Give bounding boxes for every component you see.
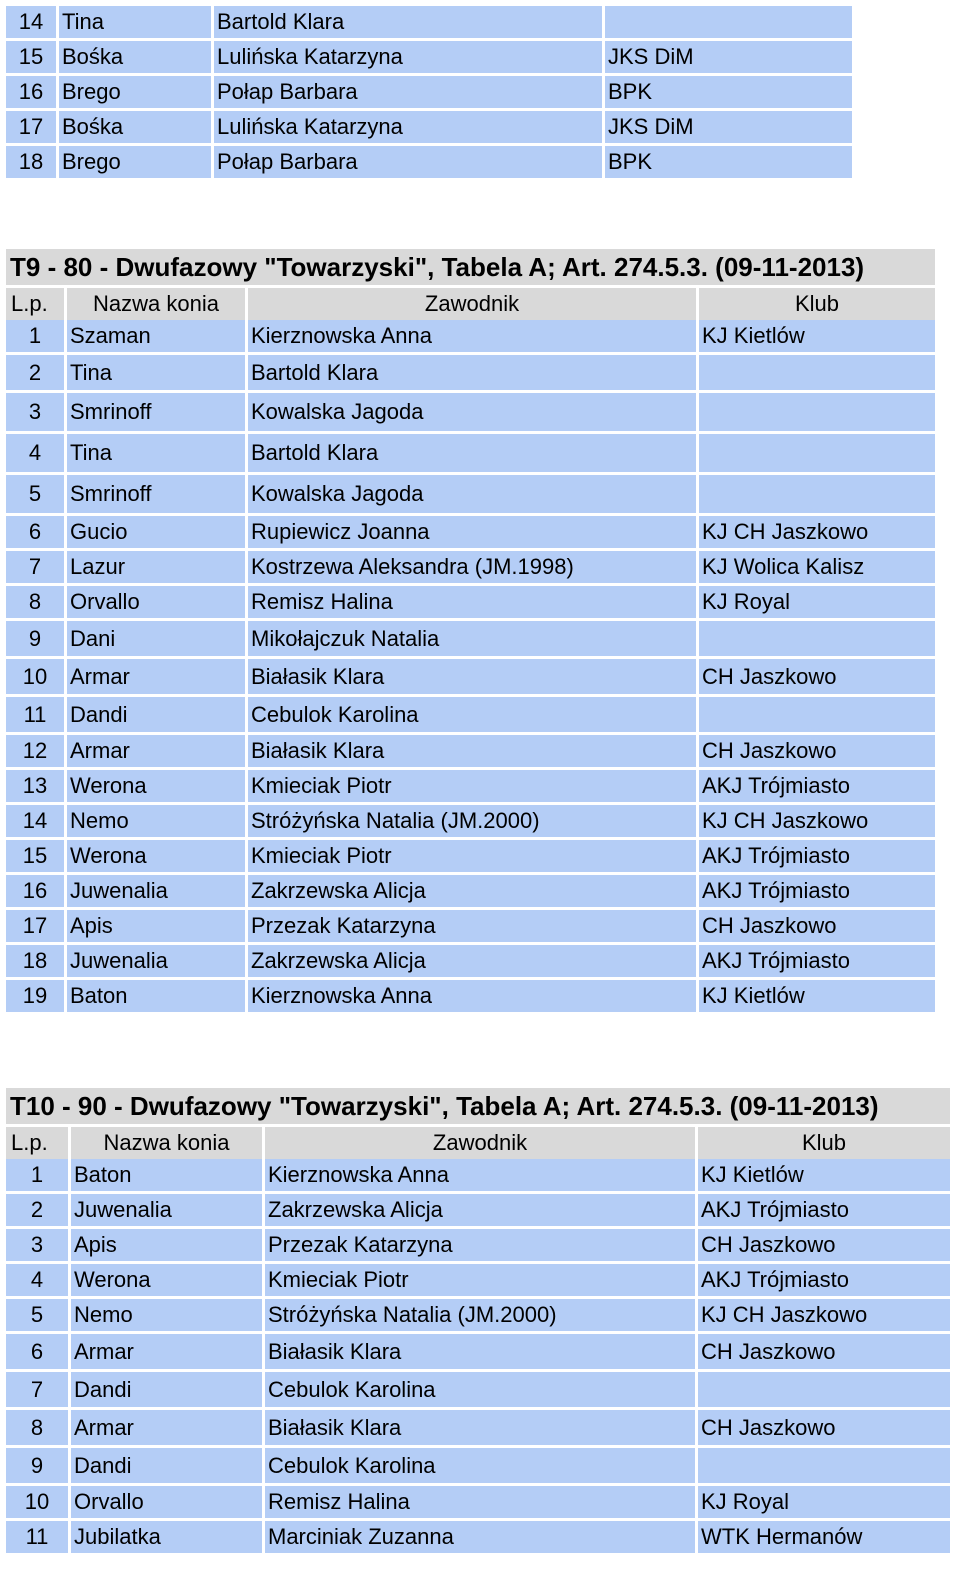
row-number-cell: 7 [6, 551, 64, 583]
table-row [6, 1486, 950, 1518]
horse-name-cell: Bośka [59, 111, 211, 143]
table-row [6, 875, 935, 907]
horse-name-cell: Dandi [67, 697, 245, 732]
row-number-cell: 11 [6, 1521, 68, 1553]
table-row [6, 1299, 950, 1331]
rider-name-cell: Białasik Klara [265, 1334, 695, 1369]
horse-name-cell: Werona [71, 1264, 262, 1296]
club-name-cell: AKJ Trójmiasto [699, 840, 935, 872]
rider-name-cell: Kmieciak Piotr [248, 770, 696, 802]
club-name-cell: JKS DiM [605, 41, 852, 73]
row-number-cell: 8 [6, 1410, 68, 1445]
club-name-cell [699, 355, 935, 390]
rider-name-cell: Kierznowska Anna [265, 1159, 695, 1191]
club-name-cell: JKS DiM [605, 111, 852, 143]
row-number-cell: 16 [6, 76, 56, 108]
table-row [6, 320, 935, 352]
table-row [6, 770, 935, 802]
club-name-cell: CH Jaszkowo [699, 735, 935, 767]
club-name-cell: AKJ Trójmiasto [699, 945, 935, 977]
rider-name-cell: Kowalska Jagoda [248, 393, 696, 431]
club-name-cell: CH Jaszkowo [698, 1229, 950, 1261]
t9-header-row [6, 288, 935, 320]
horse-name-cell: Dani [67, 621, 245, 656]
horse-name-cell: Gucio [67, 516, 245, 548]
horse-name-cell: Baton [67, 980, 245, 1012]
row-number-cell: 18 [6, 146, 56, 178]
horse-name-cell: Nemo [71, 1299, 262, 1331]
table-row [6, 840, 935, 872]
row-number-cell: 3 [6, 1229, 68, 1261]
club-name-cell [698, 1372, 950, 1407]
rider-name-cell: Zakrzewska Alicja [248, 945, 696, 977]
table-row [6, 1521, 950, 1553]
row-number-cell: 4 [6, 1264, 68, 1296]
table-row [6, 111, 858, 143]
club-name-cell: CH Jaszkowo [698, 1410, 950, 1445]
club-name-cell: KJ Wolica Kalisz [699, 551, 935, 583]
row-number-cell: 13 [6, 770, 64, 802]
horse-name-cell: Armar [71, 1334, 262, 1369]
club-name-cell [699, 434, 935, 472]
horse-name-cell: Szaman [67, 320, 245, 352]
table-row [6, 516, 935, 548]
rider-name-cell: Przezak Katarzyna [265, 1229, 695, 1261]
rider-name-cell: Bartold Klara [248, 355, 696, 390]
club-name-cell [605, 6, 852, 38]
table-row [6, 1194, 950, 1226]
club-name-cell: AKJ Trójmiasto [699, 770, 935, 802]
rider-name-cell: Kierznowska Anna [248, 320, 696, 352]
table-row [6, 659, 935, 694]
row-number-cell: 6 [6, 1334, 68, 1369]
t10-results-table [6, 1088, 950, 1553]
horse-name-cell: Werona [67, 840, 245, 872]
club-name-cell: KJ CH Jaszkowo [699, 805, 935, 837]
rider-name-cell: Białasik Klara [248, 735, 696, 767]
row-number-cell: 2 [6, 1194, 68, 1226]
horse-name-cell: Dandi [71, 1372, 262, 1407]
horse-name-cell: Apis [67, 910, 245, 942]
table-row [6, 805, 935, 837]
row-number-cell: 14 [6, 6, 56, 38]
rider-name-cell: Białasik Klara [248, 659, 696, 694]
row-number-cell: 11 [6, 697, 64, 732]
table-row [6, 586, 935, 618]
rider-name-cell: Kierznowska Anna [248, 980, 696, 1012]
row-number-cell: 9 [6, 621, 64, 656]
col-lp-header: L.p. [6, 1127, 68, 1159]
table-row [6, 551, 935, 583]
col-club-header: Klub [698, 1127, 950, 1159]
rider-name-cell: Lulińska Katarzyna [214, 111, 602, 143]
row-number-cell: 19 [6, 980, 64, 1012]
club-name-cell [699, 621, 935, 656]
club-name-cell: KJ Royal [698, 1486, 950, 1518]
club-name-cell: CH Jaszkowo [698, 1334, 950, 1369]
rider-name-cell: Zakrzewska Alicja [265, 1194, 695, 1226]
club-name-cell: CH Jaszkowo [699, 659, 935, 694]
table-row [6, 475, 935, 513]
table-row [6, 1334, 950, 1369]
rider-name-cell: Stróżyńska Natalia (JM.2000) [248, 805, 696, 837]
row-number-cell: 17 [6, 910, 64, 942]
table-row [6, 697, 935, 732]
club-name-cell: AKJ Trójmiasto [698, 1264, 950, 1296]
table-row [6, 1410, 950, 1445]
club-name-cell: KJ Royal [699, 586, 935, 618]
rider-name-cell: Bartold Klara [214, 6, 602, 38]
row-number-cell: 5 [6, 475, 64, 513]
row-number-cell: 18 [6, 945, 64, 977]
row-number-cell: 14 [6, 805, 64, 837]
horse-name-cell: Juwenalia [71, 1194, 262, 1226]
rider-name-cell: Marciniak Zuzanna [265, 1521, 695, 1553]
horse-name-cell: Juwenalia [67, 875, 245, 907]
horse-name-cell: Orvallo [71, 1486, 262, 1518]
horse-name-cell: Smrinoff [67, 475, 245, 513]
club-name-cell [699, 393, 935, 431]
rider-name-cell: Bartold Klara [248, 434, 696, 472]
row-number-cell: 15 [6, 41, 56, 73]
row-number-cell: 6 [6, 516, 64, 548]
horse-name-cell: Juwenalia [67, 945, 245, 977]
row-number-cell: 16 [6, 875, 64, 907]
horse-name-cell: Baton [71, 1159, 262, 1191]
col-horse-header: Nazwa konia [67, 288, 245, 320]
t9-results-table [6, 249, 935, 1012]
table-row [6, 1372, 950, 1407]
horse-name-cell: Armar [67, 735, 245, 767]
club-name-cell [698, 1448, 950, 1483]
col-rider-header: Zawodnik [248, 288, 696, 320]
rider-name-cell: Cebulok Karolina [248, 697, 696, 732]
row-number-cell: 1 [6, 1159, 68, 1191]
rider-name-cell: Remisz Halina [265, 1486, 695, 1518]
horse-name-cell: Dandi [71, 1448, 262, 1483]
row-number-cell: 4 [6, 434, 64, 472]
horse-name-cell: Werona [67, 770, 245, 802]
club-name-cell: WTK Hermanów [698, 1521, 950, 1553]
table-row [6, 76, 858, 108]
row-number-cell: 15 [6, 840, 64, 872]
rider-name-cell: Białasik Klara [265, 1410, 695, 1445]
rider-name-cell: Mikołajczuk Natalia [248, 621, 696, 656]
row-number-cell: 12 [6, 735, 64, 767]
rider-name-cell: Remisz Halina [248, 586, 696, 618]
row-number-cell: 3 [6, 393, 64, 431]
col-rider-header: Zawodnik [265, 1127, 695, 1159]
table-row [6, 434, 935, 472]
horse-name-cell: Tina [67, 355, 245, 390]
rider-name-cell: Kmieciak Piotr [265, 1264, 695, 1296]
club-name-cell: KJ CH Jaszkowo [698, 1299, 950, 1331]
rider-name-cell: Cebulok Karolina [265, 1372, 695, 1407]
horse-name-cell: Bośka [59, 41, 211, 73]
row-number-cell: 5 [6, 1299, 68, 1331]
row-number-cell: 7 [6, 1372, 68, 1407]
club-name-cell: KJ Kietlów [699, 320, 935, 352]
previous-results-table [6, 6, 858, 178]
col-club-header: Klub [699, 288, 935, 320]
table-row [6, 1229, 950, 1261]
rider-name-cell: Zakrzewska Alicja [248, 875, 696, 907]
horse-name-cell: Brego [59, 76, 211, 108]
table-row [6, 393, 935, 431]
row-number-cell: 2 [6, 355, 64, 390]
table-row [6, 1159, 950, 1191]
col-horse-header: Nazwa konia [71, 1127, 262, 1159]
table-row [6, 6, 858, 38]
t10-title: T10 - 90 - Dwufazowy "Towarzyski", Tabela A; Art. 274.5.3. (09-11-2013) [6, 1088, 950, 1124]
t9-title: T9 - 80 - Dwufazowy "Towarzyski", Tabela A; Art. 274.5.3. (09-11-2013) [6, 249, 935, 285]
club-name-cell: BPK [605, 146, 852, 178]
col-lp-header: L.p. [6, 288, 64, 320]
table-row [6, 1448, 950, 1483]
rider-name-cell: Lulińska Katarzyna [214, 41, 602, 73]
row-number-cell: 17 [6, 111, 56, 143]
row-number-cell: 1 [6, 320, 64, 352]
club-name-cell [699, 697, 935, 732]
table-row [6, 41, 858, 73]
table-row [6, 1264, 950, 1296]
club-name-cell: KJ CH Jaszkowo [699, 516, 935, 548]
rider-name-cell: Kowalska Jagoda [248, 475, 696, 513]
table-row [6, 621, 935, 656]
table-row [6, 945, 935, 977]
horse-name-cell: Tina [59, 6, 211, 38]
rider-name-cell: Kmieciak Piotr [248, 840, 696, 872]
table-row [6, 146, 858, 178]
club-name-cell: KJ Kietlów [699, 980, 935, 1012]
row-number-cell: 10 [6, 659, 64, 694]
rider-name-cell: Kostrzewa Aleksandra (JM.1998) [248, 551, 696, 583]
horse-name-cell: Apis [71, 1229, 262, 1261]
horse-name-cell: Lazur [67, 551, 245, 583]
club-name-cell: CH Jaszkowo [699, 910, 935, 942]
horse-name-cell: Orvallo [67, 586, 245, 618]
club-name-cell: KJ Kietlów [698, 1159, 950, 1191]
row-number-cell: 8 [6, 586, 64, 618]
table-row [6, 735, 935, 767]
rider-name-cell: Stróżyńska Natalia (JM.2000) [265, 1299, 695, 1331]
horse-name-cell: Nemo [67, 805, 245, 837]
row-number-cell: 9 [6, 1448, 68, 1483]
horse-name-cell: Armar [67, 659, 245, 694]
table-row [6, 910, 935, 942]
rider-name-cell: Rupiewicz Joanna [248, 516, 696, 548]
rider-name-cell: Połap Barbara [214, 146, 602, 178]
club-name-cell: AKJ Trójmiasto [698, 1194, 950, 1226]
row-number-cell: 10 [6, 1486, 68, 1518]
table-row [6, 980, 935, 1012]
club-name-cell: AKJ Trójmiasto [699, 875, 935, 907]
club-name-cell [699, 475, 935, 513]
club-name-cell: BPK [605, 76, 852, 108]
horse-name-cell: Brego [59, 146, 211, 178]
rider-name-cell: Połap Barbara [214, 76, 602, 108]
horse-name-cell: Jubilatka [71, 1521, 262, 1553]
rider-name-cell: Cebulok Karolina [265, 1448, 695, 1483]
table-row [6, 355, 935, 390]
horse-name-cell: Tina [67, 434, 245, 472]
rider-name-cell: Przezak Katarzyna [248, 910, 696, 942]
horse-name-cell: Armar [71, 1410, 262, 1445]
horse-name-cell: Smrinoff [67, 393, 245, 431]
t10-header-row [6, 1127, 950, 1159]
